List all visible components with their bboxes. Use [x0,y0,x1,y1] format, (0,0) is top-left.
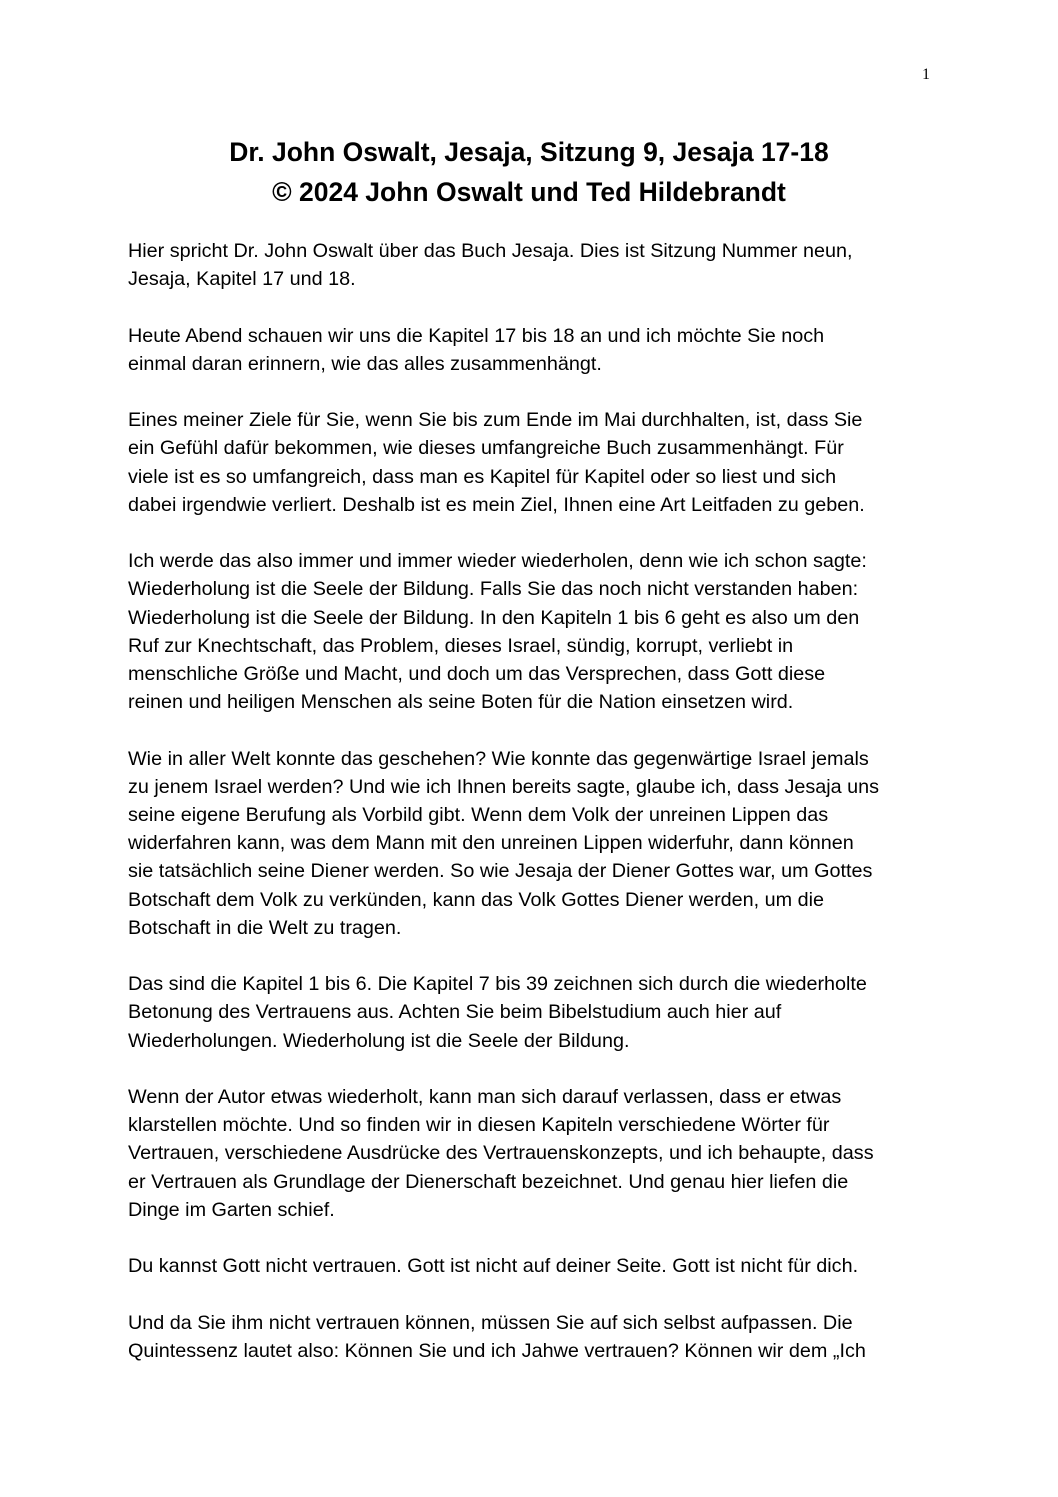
paragraph [128,970,938,1055]
paragraph [128,1309,938,1365]
document-body [128,237,938,1393]
document-title [0,132,1058,212]
text-line: menschliche Größe und Macht, und doch um das Versprechen, dass Gott diese [128,663,826,685]
text-line: Wiederholung ist die Seele der Bildung. Falls Sie das noch nicht verstanden haben: [128,578,859,601]
text-line: Ruf zur Knechtschaft, das Problem, dieses Israel, sündig, korrupt, verliebt in [128,634,794,657]
text-line: einmal daran erinnern, wie das alles zusammenhängt. [128,352,602,375]
text-line: Eines meiner Ziele für Sie, wenn Sie bis zum Ende im Mai durchhalten, ist, dass Sie [128,409,863,432]
text-line: Wie in aller Welt konnte das geschehen? Wie konnte das gegenwärtige Israel jemals [128,747,869,770]
text-line: seine eigene Berufung als Vorbild gibt. Wenn dem Volk der unreinen Lippen das [128,804,829,826]
title-line-1: Dr. John Oswalt, Jesaja, Sitzung 9, Jesaja 17-18 [229,137,829,167]
text-line: Ich werde das also immer und immer wieder wiederholen, denn wie ich schon sagte: [128,550,867,573]
text-line: Wiederholung ist die Seele der Bildung. In den Kapiteln 1 bis 6 geht es also um den [128,606,860,629]
paragraph [128,547,938,716]
text-line: viele ist es so umfangreich, dass man es Kapitel für Kapitel oder so liest und sich [128,465,837,488]
text-line: Und da Sie ihm nicht vertrauen können, müssen Sie auf sich selbst aufpassen. Die [128,1311,853,1334]
text-line: widerfahren kann, was dem Mann mit den unreinen Lippen widerfuhr, dann können [128,832,854,855]
paragraph [128,322,938,378]
text-line: Quintessenz lautet also: Können Sie und ich Jahwe vertrauen? Können wir dem „Ich [128,1339,866,1362]
paragraph [128,745,938,942]
text-line: klarstellen möchte. Und so finden wir in diesen Kapiteln verschiedene Wörter für [128,1114,830,1137]
text-line: Das sind die Kapitel 1 bis 6. Die Kapitel 7 bis 39 zeichnen sich durch die wiederholte [128,973,867,996]
text-line: Vertrauen, verschiedene Ausdrücke des Vertrauenskonzepts, und ich behaupte, dass [128,1142,874,1165]
text-line: dabei irgendwie verliert. Deshalb ist es mein Ziel, Ihnen eine Art Leitfaden zu geben. [128,493,865,516]
paragraph [128,237,938,293]
paragraph [128,1083,938,1224]
text-line: Betonung des Vertrauens aus. Achten Sie beim Bibelstudium auch hier auf [128,1001,782,1024]
text-line: er Vertrauen als Grundlage der Dienerschaft bezeichnet. Und genau hier liefen die [128,1170,849,1193]
title-line-2: © 2024 John Oswalt und Ted Hildebrandt [272,177,786,207]
paragraph [128,406,938,519]
text-line: Jesaja, Kapitel 17 und 18. [128,268,356,291]
text-line: Heute Abend schauen wir uns die Kapitel 17 bis 18 an und ich möchte Sie noch [128,324,825,347]
text-line: Botschaft in die Welt zu tragen. [128,916,402,939]
text-line: Wenn der Autor etwas wiederholt, kann man sich darauf verlassen, dass er etwas [128,1086,842,1108]
text-line: Dinge im Garten schief. [128,1198,335,1221]
text-line: Botschaft dem Volk zu verkünden, kann das Volk Gottes Diener werden, um die [128,888,825,911]
text-line: zu jenem Israel werden? Und wie ich Ihnen bereits sagte, glaube ich, dass Jesaja uns [128,775,880,798]
text-line: Wiederholungen. Wiederholung ist die Seele der Bildung. [128,1029,630,1052]
text-line: Du kannst Gott nicht vertrauen. Gott ist nicht auf deiner Seite. Gott ist nicht für dich. [128,1255,859,1278]
text-line: sie tatsächlich seine Diener werden. So wie Jesaja der Diener Gottes war, um Gottes [128,860,873,883]
text-line: Hier spricht Dr. John Oswalt über das Buch Jesaja. Dies ist Sitzung Nummer neun, [128,240,853,262]
text-line: ein Gefühl dafür bekommen, wie dieses umfangreiche Buch zusammenhängt. Für [128,437,844,460]
paragraph [128,1252,938,1280]
page-number: 1 [922,66,930,83]
text-line: reinen und heiligen Menschen als seine Boten für die Nation einsetzen wird. [128,691,794,714]
